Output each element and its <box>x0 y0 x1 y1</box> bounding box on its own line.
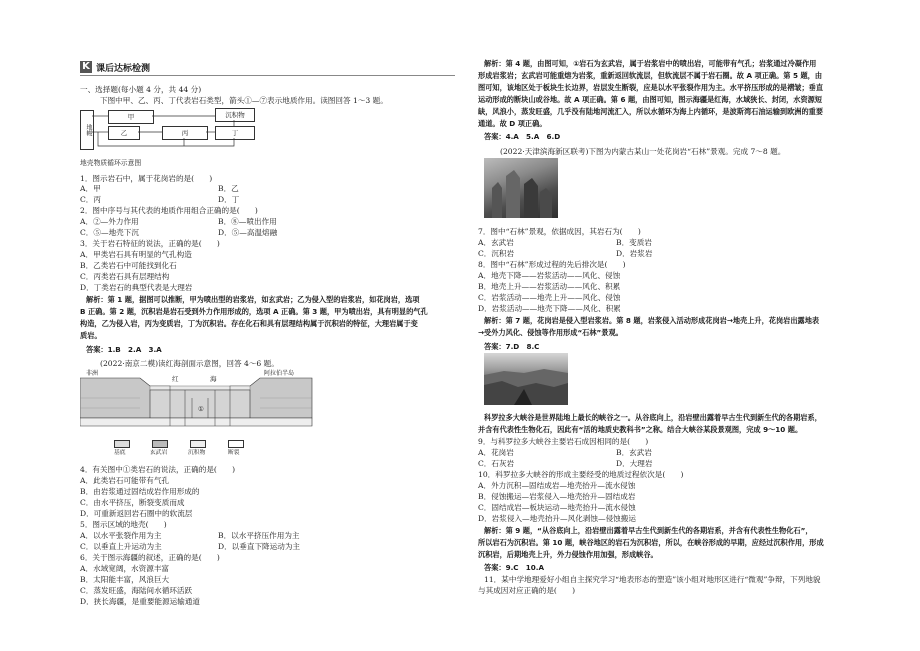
legend-sediment: 沉积物 <box>188 450 206 456</box>
answer-9-10: 答案：9.C 10.A <box>484 563 545 572</box>
question-8: 8．图中“石林”形成过程的先后排次是( ) <box>478 260 626 269</box>
explanation-9-10-line1: 解析：第 9 题，“从谷底向上，沿岩壁出露着早古生代到新生代的各期岩系，并含有代表性生物化石”， <box>484 526 813 535</box>
k-badge: K <box>80 61 92 73</box>
question-1: 1．图示岩石中，属于花岗岩的是( ) <box>80 174 213 183</box>
explanation-4-6-line6: 通道。故 D 项正确。 <box>478 119 547 128</box>
explanation-7-8-line1: 解析：第 7 题，花岗岩是侵入型岩浆岩。第 8 题，岩浆侵入活动形成花岗岩→地壳上升，花岗岩出露地表 <box>484 316 820 325</box>
q2-option-c: C．⑤—地壳下沉 <box>80 228 139 237</box>
rock-bing-box: 丙 <box>162 126 208 140</box>
question-5: 5．图示区域的地壳( ) <box>80 520 167 529</box>
q7-option-b: B．变质岩 <box>616 238 652 247</box>
question-6: 6．关于图示海疆的叙述，正确的是( ) <box>80 553 220 562</box>
answer-7-8: 答案：7.D 8.C <box>484 342 540 351</box>
label-arabia: 阿拉伯半岛 <box>264 370 295 377</box>
rock-yi-box: 乙 <box>108 126 140 140</box>
q6-option-a: A．水域宽阔，水资源丰富 <box>80 564 170 573</box>
header-divider <box>80 75 455 76</box>
q10-option-d: D．岩浆侵入—地壳抬升—风化剥蚀—侵蚀搬运 <box>478 514 636 523</box>
legend-base: 基底 <box>114 450 126 456</box>
stone-forest-shapes <box>484 158 558 218</box>
intro-q9-10-line1: 科罗拉多大峡谷是世界陆地上最长的峡谷之一。从谷底向上，沿岩壁出露着早古生代到新生代的各期岩系， <box>484 413 822 422</box>
q6-option-b: B．太阳能丰富，风浪巨大 <box>80 575 170 584</box>
intro-q9-10-line2: 并含有代表性生物化石，因此有“活的地质史教科书”之称。结合大峡谷某段景观图，完成 9～10 题。 <box>478 425 803 434</box>
explanation-9-10-line3: 沉积岩，后期地壳上升，外力侵蚀作用加强，形成峡谷。 <box>478 550 658 559</box>
q8-option-b: B．地壳上升——岩浆活动——风化、积累 <box>478 282 621 291</box>
q1-option-a: A．甲 <box>80 184 101 193</box>
label-sea: 海 <box>210 375 217 383</box>
q1-option-d: D．丁 <box>218 195 240 204</box>
explanation-1-3-line3: 构造，乙为侵入岩，丙为变质岩，丁为沉积岩。存在化石和具有层理结构属于沉积岩的特征，大理岩属于变 <box>80 319 418 328</box>
answer-1-3: 答案：1.B 2.A 3.A <box>86 345 162 354</box>
q9-option-a: A．花岗岩 <box>478 448 514 457</box>
q10-option-a: A．外力沉积—固结成岩—地壳抬升—流水侵蚀 <box>478 481 636 490</box>
intro-q4-6: (2022·南京二模)读红海剖面示意图，回答 4～6 题。 <box>100 359 279 368</box>
red-sea-profile <box>80 368 320 438</box>
mantle-box: 地幔 <box>80 110 94 150</box>
diagram-caption: 地壳物质循环示意图 <box>80 159 142 167</box>
q6-option-c: C．蒸发旺盛，海陆间水循环活跃 <box>80 586 193 595</box>
q10-option-b: B．侵蚀搬运—岩浆侵入—地壳抬升—固结成岩 <box>478 492 636 501</box>
question-4: 4．有关图中①类岩石的说法，正确的是( ) <box>80 465 236 474</box>
q10-option-c: C．固结成岩—板块运动—地壳抬升—流水侵蚀 <box>478 503 636 512</box>
q5-option-a: A．以水平张裂作用为主 <box>80 531 162 540</box>
q4-option-d: D．可重新返回岩石圈中的软流层 <box>80 509 193 518</box>
legend-fault: 断裂 <box>228 450 240 456</box>
answer-4-6: 答案：4.A 5.A 6.D <box>484 132 561 141</box>
rock-jia-box: 甲 <box>108 110 154 124</box>
explanation-4-6-line4: 运动形成的断块山或谷地。故 A 项正确。第 6 题，由图可知，图示海疆是红海，水域狭长、封闭，水资源短 <box>478 95 823 104</box>
q3-option-b: B．乙类岩石中可能找到化石 <box>80 261 177 270</box>
legend-swatch-base <box>114 440 130 448</box>
legend-swatch-basalt <box>152 440 168 448</box>
question-10: 10．科罗拉多大峡谷的形成主要经受的地质过程依次是( ) <box>478 470 684 479</box>
explanation-4-6-line1: 解析：第 4 题，由图可知，①岩石为玄武岩，属于岩浆岩中的喷出岩，可能带有气孔；岩浆通过冷凝作用 <box>484 59 817 68</box>
q3-option-d: D．丁类岩石的典型代表是大理岩 <box>80 283 193 292</box>
q4-option-b: B．由岩浆通过固结成岩作用形成的 <box>80 487 200 496</box>
explanation-1-3-line1: 解析：第 1 题，据图可以推断，甲为喷出型的岩浆岩，如玄武岩；乙为侵入型的岩浆岩，如花岗岩，选项 <box>86 295 420 304</box>
legend-basalt: 玄武岩 <box>150 450 168 456</box>
legend-swatch-fault <box>228 440 244 448</box>
q4-option-a: A．此类岩石可能带有气孔 <box>80 476 170 485</box>
q7-option-c: C．沉积岩 <box>478 249 515 258</box>
section-title: 课后达标检测 <box>96 64 151 74</box>
q7-option-a: A．玄武岩 <box>478 238 514 247</box>
question-11-line2: 与其成因对应正确的是( ) <box>478 586 576 595</box>
section-header <box>80 60 455 76</box>
explanation-4-6-line3: 图可知，该地区处于板块生长边界，岩层发生断裂，应是以水平张裂作用为主。水平挤压形成的是褶皱；垂直 <box>478 83 824 92</box>
canyon-shapes <box>484 353 568 405</box>
q5-option-b: B．以水平挤压作用为主 <box>218 531 300 540</box>
sediment-box: 沉积物 <box>215 108 255 122</box>
cycle-arrows <box>80 106 260 152</box>
question-11-line1: 11．某中学地理爱好小组自主探究学习“地表形态的塑造”该小组对地形区进行“微观”争辩，下列地貌 <box>484 575 821 584</box>
q9-option-c: C．石灰岩 <box>478 459 515 468</box>
marker-1: ① <box>198 405 204 413</box>
explanation-9-10-line2: 所以岩石为沉积岩。第 10 题，峡谷地区的岩石为沉积岩，所以，在峡谷形成的早期，应经过沉积作用，形成 <box>478 538 824 547</box>
q3-option-a: A．甲类岩石具有明显的气孔构造 <box>80 250 192 259</box>
explanation-4-6-line5: 缺，风浪小，蒸发旺盛，几乎没有陆地河流汇入，所以水循环为海上内循环，是波斯湾石油运输到欧洲的重要 <box>478 107 824 116</box>
q1-option-b: B．乙 <box>218 184 239 193</box>
grand-canyon-photo <box>484 353 568 405</box>
profile-legend <box>100 440 340 460</box>
q8-option-c: C．岩浆活动——地壳上升——风化、侵蚀 <box>478 293 621 302</box>
stone-forest-photo <box>484 158 558 218</box>
question-2: 2．图中序号与其代表的地质作用组合正确的是( ) <box>80 206 258 215</box>
label-africa: 非洲 <box>86 370 99 377</box>
section-heading: 一、选择题(每小题 4 分，共 44 分) <box>80 85 202 94</box>
rock-ding-box: 丁 <box>215 126 255 140</box>
explanation-1-3-line4: 质岩。 <box>80 331 102 340</box>
explanation-4-6-line2: 形成岩浆岩；玄武岩可能重熔为岩浆，重新返回软流层，但软流层不属于岩石圈。故 A 项正确。第 5 题，由 <box>478 71 823 80</box>
q2-option-d: D．⑤—高温熔融 <box>218 228 278 237</box>
q2-option-b: B．⑧—喷出作用 <box>218 217 277 226</box>
explanation-1-3-line2: B 正确。第 2 题，沉积岩是岩石受到外力作用形成的，选项 A 正确。第 3 题，甲为喷出岩，具有明显的气孔 <box>80 307 428 316</box>
q5-option-d: D．以垂直下降运动为主 <box>218 542 301 551</box>
q8-option-d: D．岩浆活动——地壳下降——风化、积累 <box>478 304 621 313</box>
rock-cycle-diagram <box>80 106 260 152</box>
question-9: 9．与科罗拉多大峡谷主要岩石成因相同的是( ) <box>478 437 649 446</box>
question-7: 7．图中“石林”景观，依据成因，其岩石为( ) <box>478 227 641 236</box>
profile-drawing <box>80 368 320 438</box>
q2-option-a: A．②—外力作用 <box>80 217 139 226</box>
q3-option-c: C．丙类岩石具有层理结构 <box>80 272 170 281</box>
q4-option-c: C．由水平挤压，断裂变质而成 <box>80 498 185 507</box>
q9-option-d: D．大理岩 <box>616 459 653 468</box>
explanation-7-8-line2: →受外力风化、侵蚀等作用形成“石林”景观。 <box>478 328 623 337</box>
question-3: 3．关于岩石特征的说法，正确的是( ) <box>80 239 220 248</box>
label-red: 红 <box>172 375 179 383</box>
q8-option-a: A．地壳下降——岩浆活动——风化、侵蚀 <box>478 271 621 280</box>
q7-option-d: D．岩浆岩 <box>616 249 653 258</box>
intro-q7-8: (2022·天津滨海新区联考)下图为内蒙古某山一处花岗岩“石林”景观。完成 7～8 题。 <box>500 147 786 156</box>
q6-option-d: D．狭长海疆，是重要能源运输通道 <box>80 597 200 606</box>
q9-option-b: B．玄武岩 <box>616 448 652 457</box>
intro-q1-3: 下图中甲、乙、丙、丁代表岩石类型，箭头①—⑦表示地质作用。读图回答 1～3 题。 <box>100 96 388 105</box>
legend-swatch-sediment <box>190 440 206 448</box>
q1-option-c: C．丙 <box>80 195 101 204</box>
q5-option-c: C．以垂直上升运动为主 <box>80 542 162 551</box>
